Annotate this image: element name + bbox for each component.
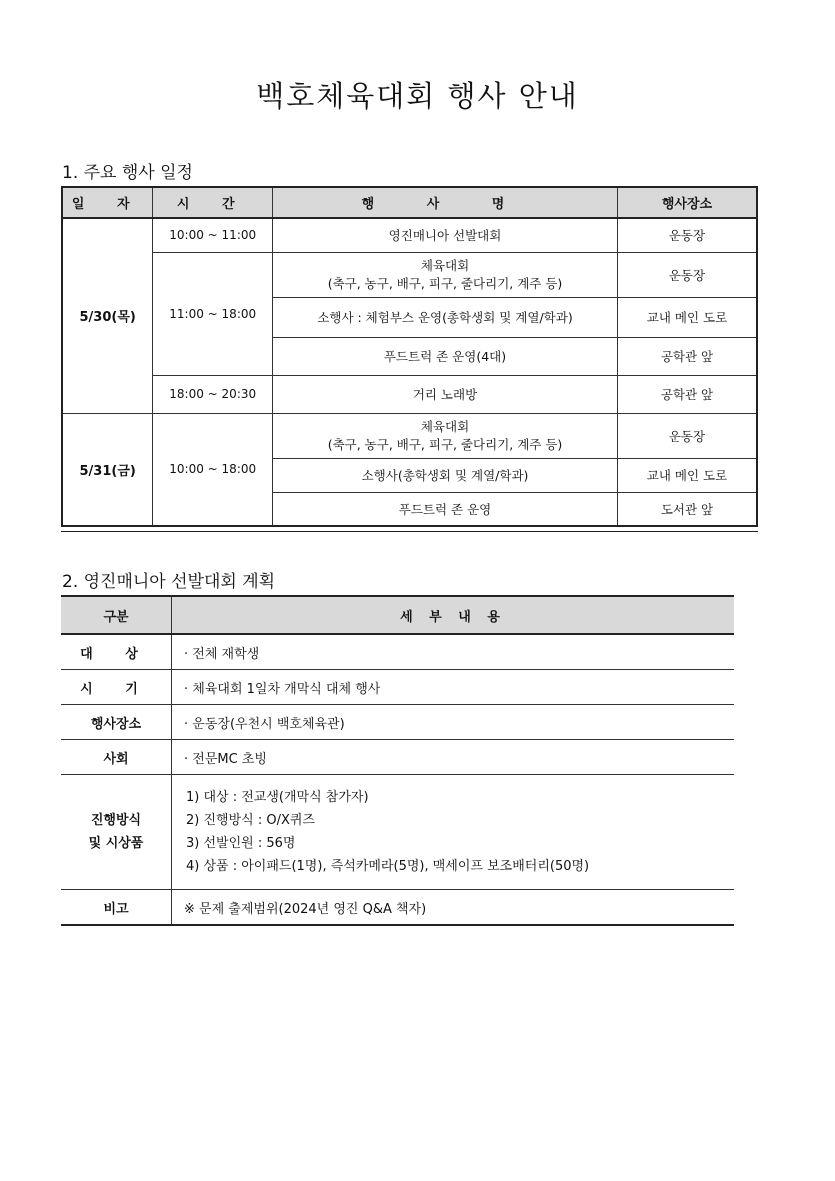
header-event: 행 사 명 [273, 187, 618, 218]
event-cell: 영진매니아 선발대회 [273, 218, 618, 252]
table-row [62, 218, 757, 252]
row-content [172, 775, 735, 890]
label-line: 진행방식 [90, 813, 142, 828]
place-cell: 교내 메인 도로 [617, 458, 757, 492]
table-row [62, 413, 757, 458]
place-cell: 공학관 앞 [617, 375, 757, 413]
time-cell: 10:00 ~ 11:00 [153, 218, 273, 252]
row-content: · 운동장(우천시 백호체육관) [172, 705, 735, 740]
event-cell: 푸드트럭 존 운영(4대) [273, 337, 618, 375]
header-time: 시 간 [153, 187, 273, 218]
event-cell [273, 252, 618, 297]
list-item: 1) 대상 : 전교생(개막식 참가자) [186, 790, 369, 805]
row-label [61, 775, 172, 890]
section-heading-plan: 2. 영진매니아 선발대회 계획 [62, 572, 276, 592]
schedule-table [61, 186, 758, 527]
row-label: 행사장소 [61, 705, 172, 740]
event-line: 체육대회 [420, 418, 470, 434]
time-cell: 10:00 ~ 18:00 [153, 413, 273, 526]
list-item: 4) 상품 : 아이패드(1명), 즉석카메라(5명), 맥세이프 보조배터리(50명) [186, 859, 590, 874]
table-row [62, 375, 757, 413]
event-cell [273, 413, 618, 458]
time-cell: 11:00 ~ 18:00 [153, 252, 273, 375]
place-cell: 운동장 [617, 252, 757, 297]
row-content: ※ 문제 출제범위(2024년 영진 Q&A 책자) [172, 890, 735, 926]
place-cell: 도서관 앞 [617, 492, 757, 526]
event-cell: 거리 노래방 [273, 375, 618, 413]
header-place: 행사장소 [617, 187, 757, 218]
event-cell: 소행사 : 체험부스 운영(총학생회 및 계열/학과) [273, 297, 618, 337]
row-label: 사회 [61, 740, 172, 775]
row-content: · 체육대회 1일차 개막식 대체 행사 [172, 670, 735, 705]
table-header-row [62, 187, 757, 218]
row-label: 대 상 [61, 634, 172, 670]
date-cell: 5/31(금) [62, 413, 153, 526]
row-content: · 전체 재학생 [172, 634, 735, 670]
list-item: 2) 진행방식 : O/X퀴즈 [186, 813, 315, 828]
place-cell: 운동장 [617, 413, 757, 458]
row-label: 비고 [61, 890, 172, 926]
row-content: · 전문MC 초빙 [172, 740, 735, 775]
place-cell: 운동장 [617, 218, 757, 252]
event-line: (축구, 농구, 배구, 피구, 줄다리기, 계주 등) [327, 275, 563, 291]
table-row [61, 705, 734, 740]
table-row [62, 252, 757, 297]
table-underline [61, 531, 758, 532]
plan-table [61, 595, 734, 926]
table-row [61, 670, 734, 705]
table-row [61, 890, 734, 926]
table-header-row [61, 596, 734, 634]
table-row [61, 740, 734, 775]
label-line: 및 시상품 [88, 836, 144, 851]
table-row [61, 634, 734, 670]
event-line: (축구, 농구, 배구, 피구, 줄다리기, 계주 등) [327, 436, 563, 452]
header-details: 세 부 내 용 [172, 596, 735, 634]
event-line: 체육대회 [420, 257, 470, 273]
page-title: 백호체육대회 행사 안내 [256, 79, 579, 113]
date-cell: 5/30(목) [62, 218, 153, 413]
header-category: 구분 [61, 596, 172, 634]
event-cell: 소행사(총학생회 및 계열/학과) [273, 458, 618, 492]
row-label: 시 기 [61, 670, 172, 705]
time-cell: 18:00 ~ 20:30 [153, 375, 273, 413]
event-cell: 푸드트럭 존 운영 [273, 492, 618, 526]
header-date: 일 자 [62, 187, 153, 218]
place-cell: 공학관 앞 [617, 337, 757, 375]
table-row [61, 775, 734, 890]
place-cell: 교내 메인 도로 [617, 297, 757, 337]
list-item: 3) 선발인원 : 56명 [186, 836, 296, 851]
section-heading-schedule: 1. 주요 행사 일정 [62, 163, 193, 183]
